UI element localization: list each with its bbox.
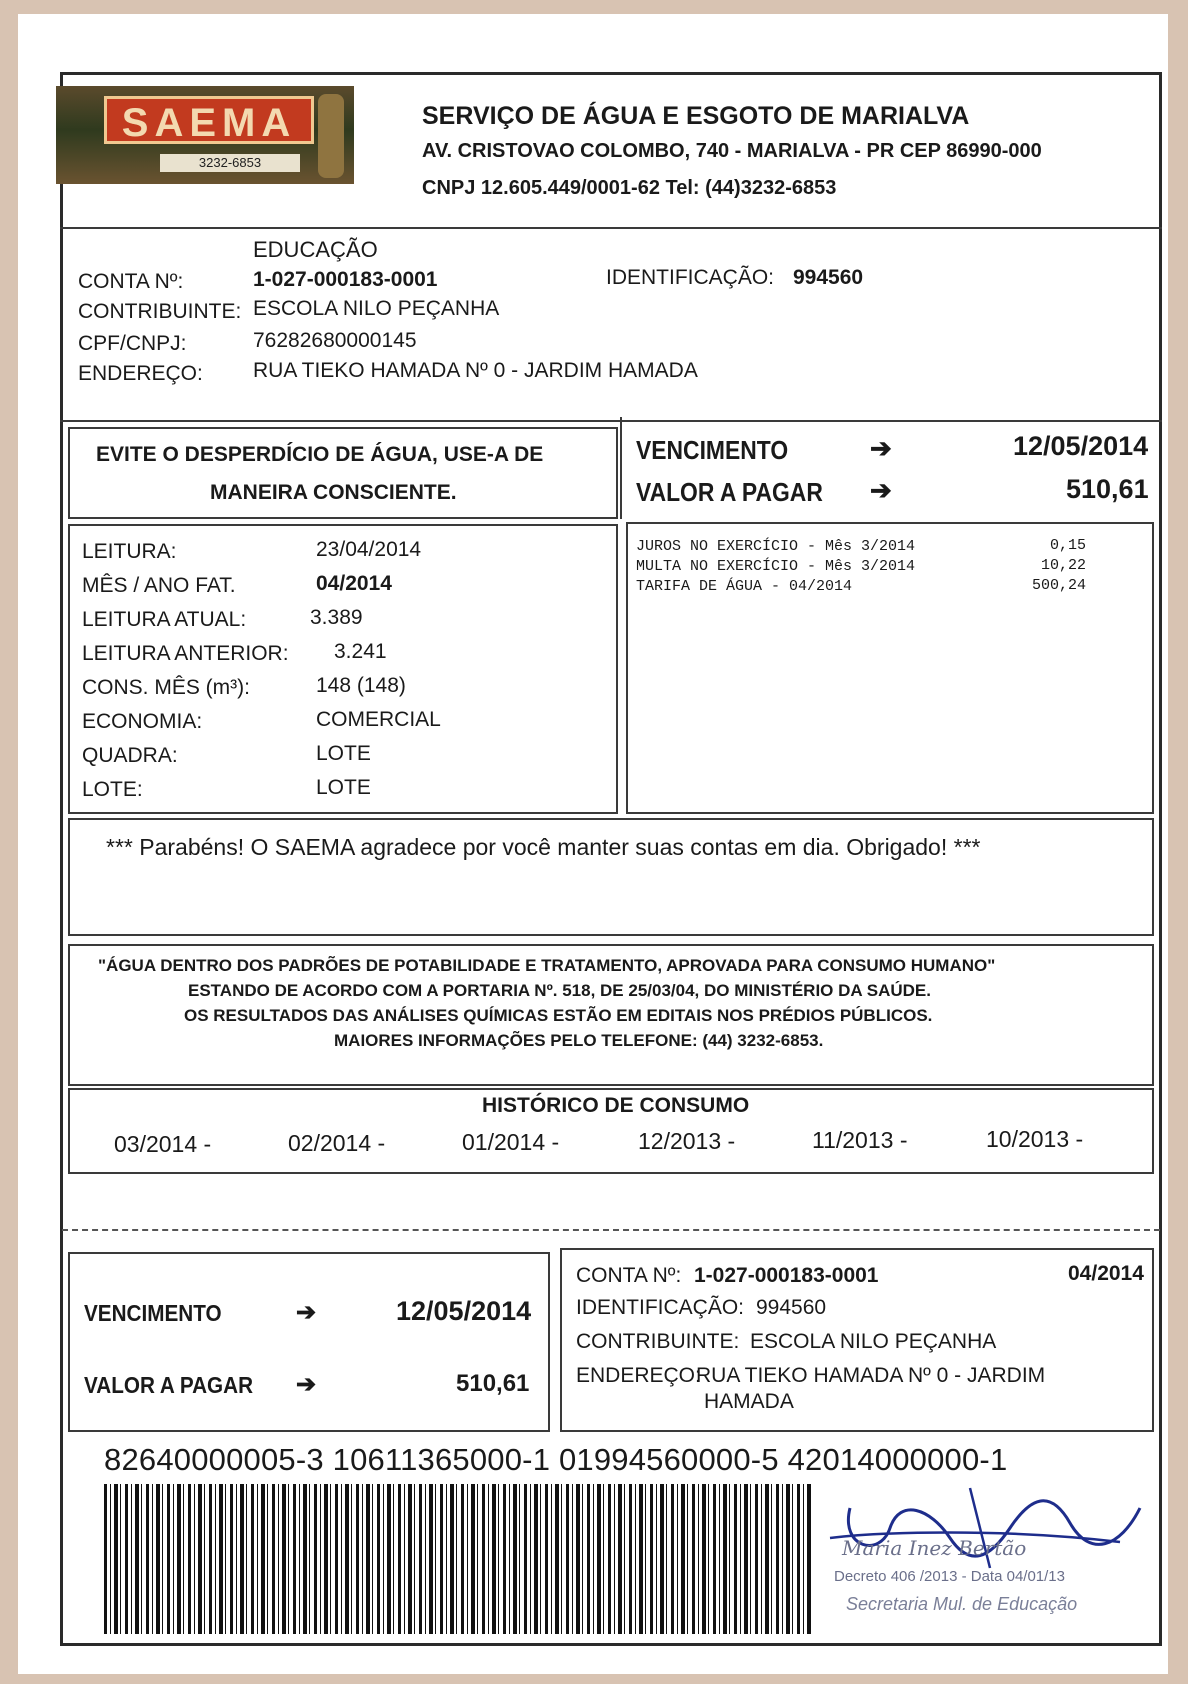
stub-due-label: VENCIMENTO [84,1300,222,1326]
reading-label: MÊS / ANO FAT. [82,574,236,597]
reading-label: LOTE: [82,778,143,801]
water-quality-box [68,944,1154,1086]
cpf-cnpj-value: 76282680000145 [253,329,417,352]
reading-box [68,524,618,814]
contributor-value: ESCOLA NILO PEÇANHA [253,297,500,320]
history-month: 11/2013 - [812,1127,908,1153]
signature-name: Maria Inez Bertão [842,1536,1027,1560]
stub-payment-box [68,1252,550,1432]
org-name: SERVIÇO DE ÁGUA E ESGOTO DE MARIALVA [422,102,970,130]
reading-label: LEITURA: [82,540,177,563]
saema-logo [56,86,354,184]
history-title: HISTÓRICO DE CONSUMO [482,1094,750,1117]
amount-value: 510,61 [1066,474,1149,504]
stub-amount-value: 510,61 [456,1370,530,1397]
barcode-digits: 82640000005-3 10611365000-1 01994560000-5 42014000000-1 [104,1442,1008,1477]
history-month: 10/2013 - [986,1126,1084,1152]
stub-account-value: 1-027-000183-0001 [694,1264,879,1287]
reading-label: CONS. MÊS (m³): [82,676,250,699]
logo-wordmark: SAEMA [104,96,314,144]
reading-label: LEITURA ATUAL: [82,608,247,631]
conservation-message-box [68,427,618,519]
reading-label: ECONOMIA: [82,710,203,733]
reading-value: 23/04/2014 [316,538,422,561]
history-month: 01/2014 - [462,1129,560,1155]
address-value: RUA TIEKO HAMADA Nº 0 - JARDIM HAMADA [253,359,698,382]
charge-value: 500,24 [1031,577,1086,594]
stub-address-label: ENDEREÇO: [576,1364,701,1387]
history-month: 03/2014 - [114,1131,212,1157]
charge-description: JUROS NO EXERCÍCIO - Mês 3/2014 [636,538,916,555]
history-month: 12/2013 - [638,1128,736,1154]
message-line-2: MANEIRA CONSCIENTE. [210,481,457,504]
account-value: 1-027-000183-0001 [253,268,438,291]
stub-identification-label: IDENTIFICAÇÃO: [576,1296,745,1319]
reading-value: LOTE [316,742,371,765]
header-divider [60,227,1162,229]
identification-value: 994560 [793,266,864,289]
stub-amount-label: VALOR A PAGAR [84,1372,254,1398]
customer-category: EDUCAÇÃO [253,237,378,262]
signature-role: Secretaria Mul. de Educação [846,1594,1078,1614]
quality-line-1: "ÁGUA DENTRO DOS PADRÕES DE POTABILIDADE E TRATAMENTO, APROVADA PARA CONSUMO HUMANO" [98,956,996,975]
thanks-box [68,818,1154,936]
stub-contributor-value: ESCOLA NILO PEÇANHA [750,1330,997,1353]
reading-value: 3.389 [310,606,363,629]
charge-description: TARIFA DE ÁGUA - 04/2014 [636,578,853,595]
thanks-message: *** Parabéns! O SAEMA agradece por você manter suas contas em dia. Obrigado! *** [106,834,981,860]
stub-address-value-2: HAMADA [704,1390,794,1413]
quality-line-4: MAIORES INFORMAÇÕES PELO TELEFONE: (44) 3232-6853. [334,1031,824,1050]
cpf-cnpj-label: CPF/CNPJ: [78,332,187,355]
tear-off-line [62,1229,1160,1231]
reading-label: LEITURA ANTERIOR: [82,642,289,665]
quality-line-2: ESTANDO DE ACORDO COM A PORTARIA Nº. 518, DE 25/03/04, DO MINISTÉRIO DA SAÚDE. [188,981,931,1000]
identification-label: IDENTIFICAÇÃO: [606,266,775,289]
stub-identification-value: 994560 [756,1296,827,1319]
due-value: 12/05/2014 [1013,431,1149,461]
stub-contributor-label: CONTRIBUINTE: [576,1330,740,1353]
stub-address-value-1: RUA TIEKO HAMADA Nº 0 - JARDIM [696,1364,1046,1387]
stub-due-arrow-icon: ➔ [296,1299,317,1326]
amount-label: VALOR A PAGAR [636,477,823,507]
due-label: VENCIMENTO [636,435,789,465]
amount-arrow-icon: ➔ [870,475,892,505]
history-month: 02/2014 - [288,1130,386,1156]
charge-value: 0,15 [1049,537,1086,554]
contributor-label: CONTRIBUINTE: [78,300,242,323]
reading-value: 04/2014 [316,572,392,595]
logo-phone: 3232-6853 [160,154,300,172]
barcode [104,1484,812,1634]
stub-period: 04/2014 [1068,1262,1144,1285]
stub-account-box [560,1248,1154,1432]
reading-value: COMERCIAL [316,708,441,731]
signature-decree: Decreto 406 /2013 - Data 04/01/13 [834,1568,1065,1585]
reading-value: 3.241 [334,640,387,663]
stub-account-label: CONTA Nº: [576,1264,682,1287]
account-label: CONTA Nº: [78,270,184,293]
stub-due-value: 12/05/2014 [396,1296,532,1326]
due-arrow-icon: ➔ [870,433,892,463]
quality-line-3: OS RESULTADOS DAS ANÁLISES QUÍMICAS ESTÃO EM EDITAIS NOS PRÉDIOS PÚBLICOS. [184,1006,933,1025]
org-cnpj-phone: CNPJ 12.605.449/0001-62 Tel: (44)3232-6853 [422,177,837,199]
reading-label: QUADRA: [82,744,178,767]
reading-value: 148 (148) [316,674,406,697]
charge-description: MULTA NO EXERCÍCIO - Mês 3/2014 [636,558,916,575]
org-address: AV. CRISTOVAO COLOMBO, 740 - MARIALVA - PR CEP 86990-000 [422,140,1042,162]
faucet-icon [318,94,344,178]
charge-value: 10,22 [1040,557,1086,574]
reading-value: LOTE [316,776,371,799]
message-line-1: EVITE O DESPERDÍCIO DE ÁGUA, USE-A DE [96,443,544,466]
address-label: ENDEREÇO: [78,362,203,385]
stub-amount-arrow-icon: ➔ [296,1371,317,1398]
